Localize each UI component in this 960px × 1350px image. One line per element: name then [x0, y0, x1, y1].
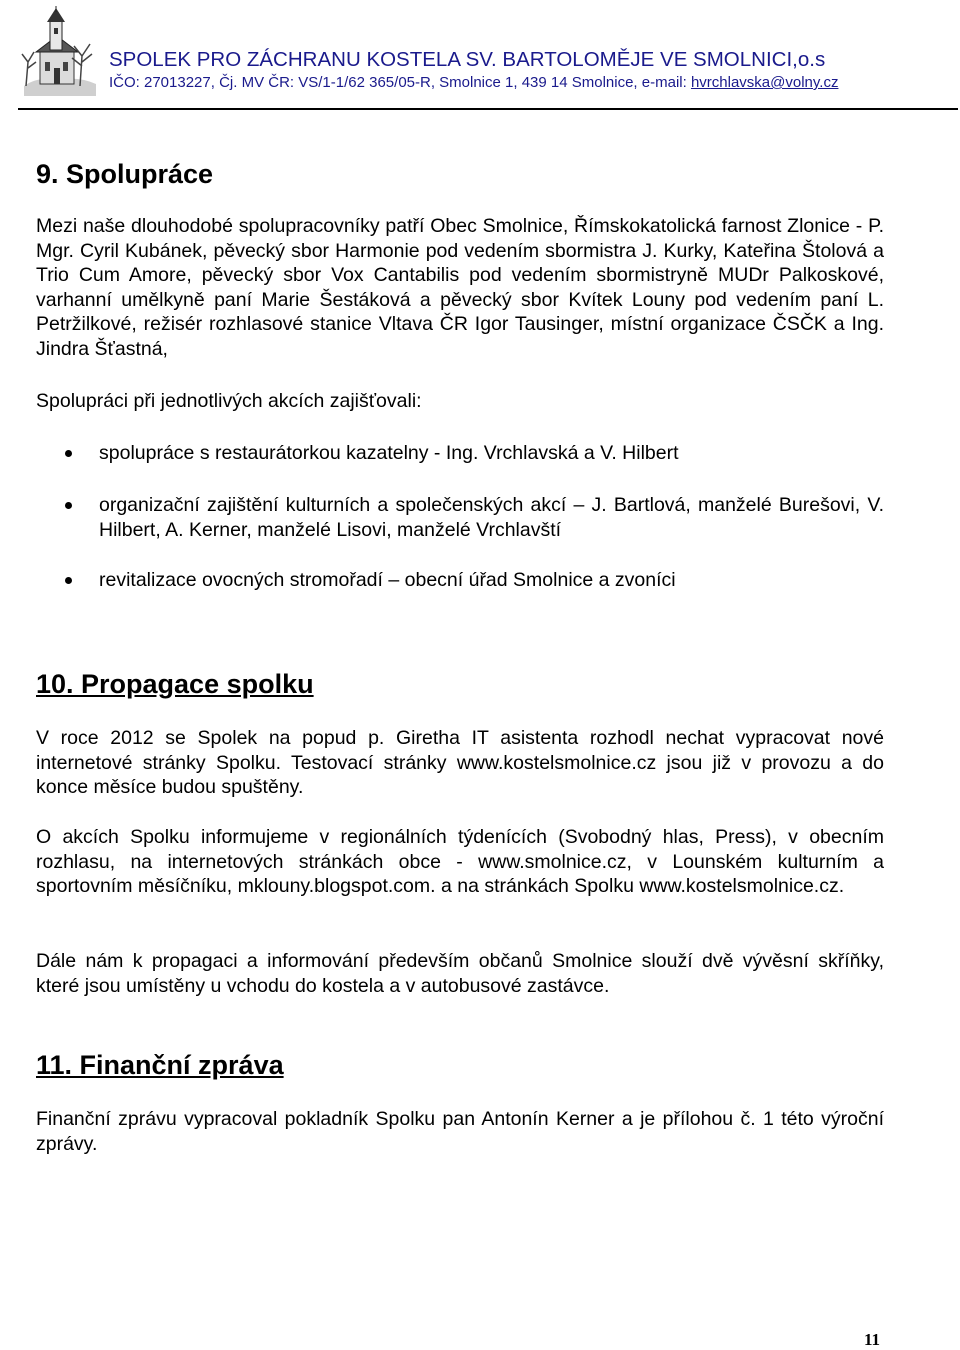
propagace-paragraph-1: V roce 2012 se Spolek na popud p. Giretha IT asistenta rozhodl nechat vypracovat nové internetové stránky Spolku. Testovací stránky www.kostelsmolnice.cz jsou již v provozu a do konce měsíce budou spuštěny.: [36, 727, 884, 799]
church-logo-icon: [18, 6, 100, 98]
list-item: [36, 493, 884, 543]
section-heading-propagace: 10. Propagace spolku: [36, 669, 314, 699]
bullet-icon: [65, 502, 72, 509]
header-divider: [18, 108, 958, 110]
propagace-paragraph-2: O akcích Spolku informujeme v regionálních týdenících (Svobodný hlas, Press), v obecním rozhlasu, na internetových stránkách obce - www.smolnice.cz, v Lounském kulturním a sportovním měsíčníku, mklouny.blogspot.com. a na stránkách Spolku www.kostelsmolnice.cz.: [36, 826, 884, 898]
organization-details: [109, 74, 838, 91]
spoluprace-paragraph-2: Spolupráci při jednotlivých akcích zajišťovali:: [36, 390, 422, 412]
email-link[interactable]: hvrchlavska@volny.cz: [690, 74, 839, 91]
list-item-text: spolupráce s restaurátorkou kazatelny - Ing. Vrchlavská a V. Hilbert: [99, 442, 679, 464]
page-header: [0, 0, 960, 110]
bullet-icon: [65, 577, 72, 584]
page-number: 11: [864, 1330, 881, 1349]
section-heading-spoluprace: 9. Spolupráce: [36, 159, 214, 189]
list-item-text: revitalizace ovocných stromořadí – obecní úřad Smolnice a zvoníci: [99, 569, 676, 591]
list-item: [36, 441, 884, 467]
organization-details-text: IČO: 27013227, Čj. MV ČR: VS/1-1/62 365/05-R, Smolnice 1, 439 14 Smolnice, e-mail:: [109, 74, 691, 91]
list-item: [36, 568, 884, 594]
spoluprace-paragraph-1: Mezi naše dlouhodobé spolupracovníky patří Obec Smolnice, Římskokatolická farnost Zlonice - P. Mgr. Cyril Kubánek, pěvecký sbor Harmonie pod vedením sbormistra J. Kurky, Kateřina Štolová a Trio Cum Amore, pěvecký sbor Vox Cantabilis pod vedením sbormistryně MUDr Palkoskové, varhanní umělkyně paní Marie Šestáková a pěvecký sbor Kvítek Louny pod vedením paní L. Petržilkové, režisér rozhlasové stanice Vltava ČR Igor Tausinger, místní organizace ČSČK a Ing. Jindra Šťastná,: [36, 215, 884, 360]
bullet-icon: [65, 450, 72, 457]
organization-name: SPOLEK PRO ZÁCHRANU KOSTELA SV. BARTOLOMĚJE VE SMOLNICI,o.s: [109, 48, 826, 71]
propagace-paragraph-3: Dále nám k propagaci a informování především občanů Smolnice slouží dvě vývěsní skříňky, které jsou umístěny u vchodu do kostela a v autobusové zastávce.: [36, 950, 884, 997]
section-heading-financni: 11. Finanční zpráva: [36, 1050, 284, 1080]
list-item-text: organizační zajištění kulturních a společenských akcí – J. Bartlová, manželé Burešovi, V. Hilbert, A. Kerner, manželé Lisovi, manželé Vrchlavští: [99, 494, 884, 541]
financni-paragraph-1: Finanční zprávu vypracoval pokladník Spolku pan Antonín Kerner a je přílohou č. 1 této výroční zprávy.: [36, 1108, 884, 1155]
